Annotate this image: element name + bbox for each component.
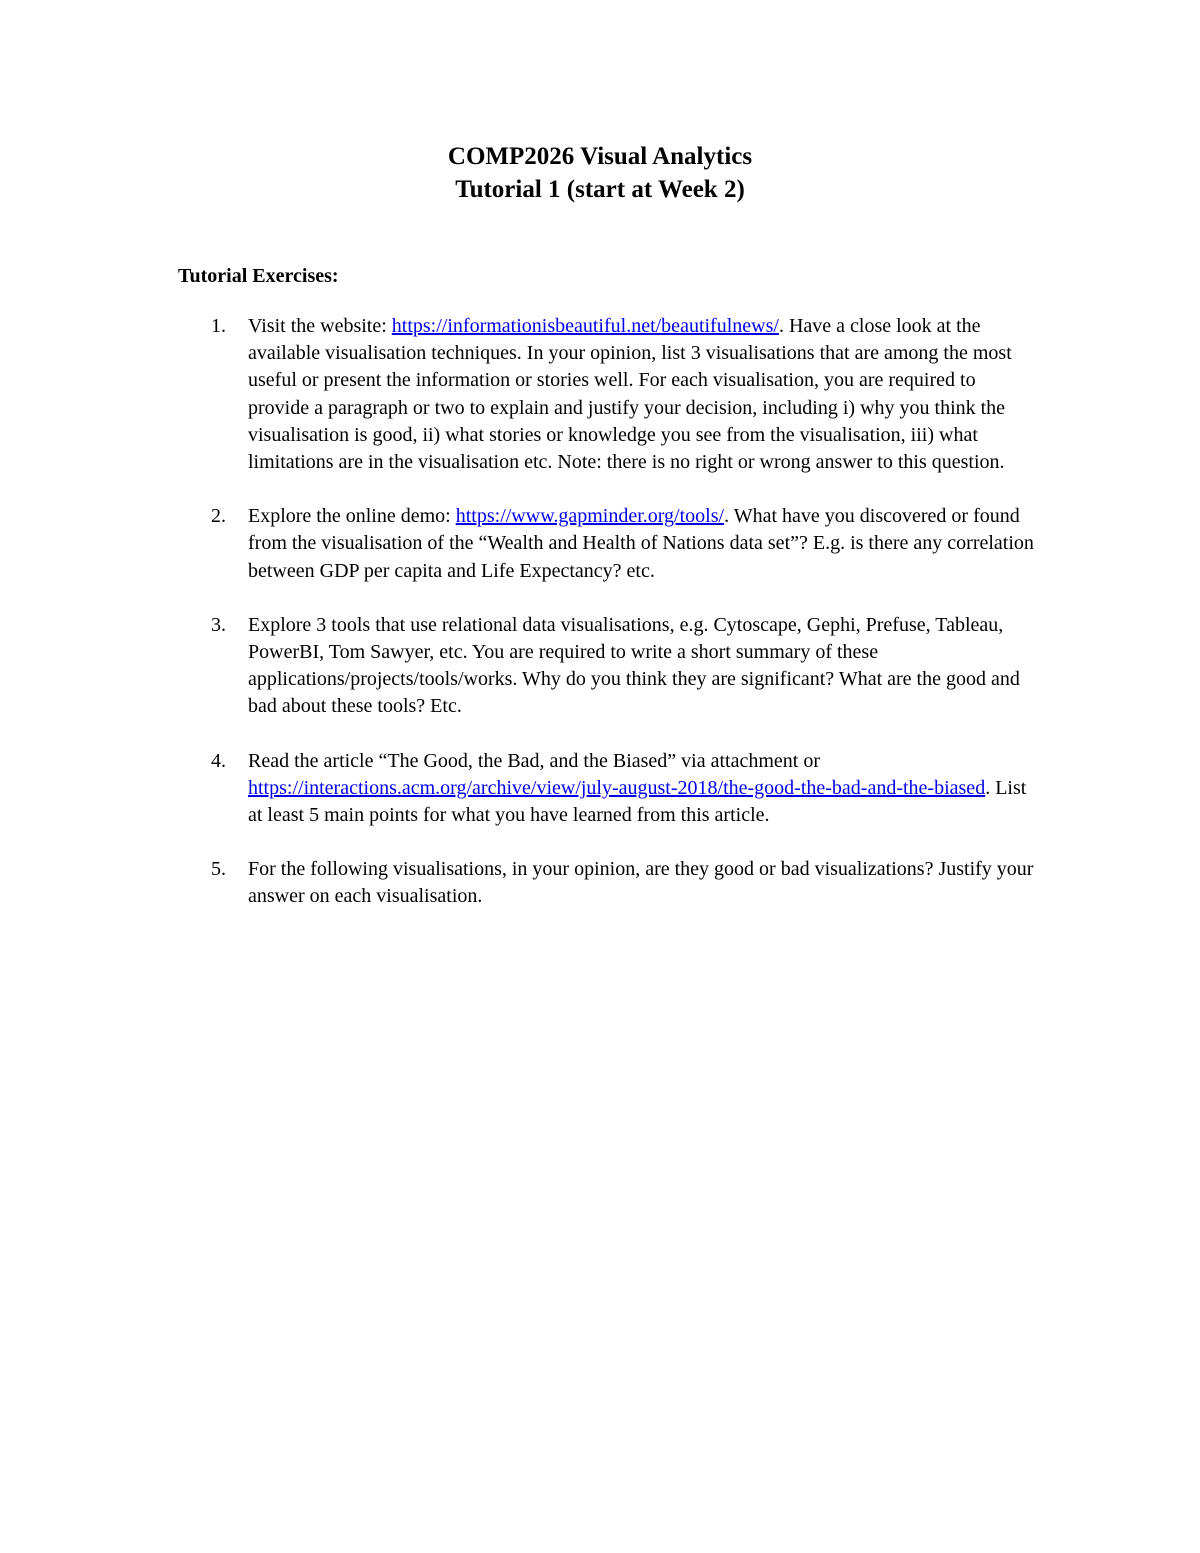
exercise-item-5	[178, 856, 1038, 910]
item-number: 4.	[211, 749, 226, 772]
gapminder-link[interactable]: https://www.gapminder.org/tools/	[455, 505, 725, 528]
exercise-list	[178, 313, 1038, 938]
course-title: COMP2026 Visual Analytics	[447, 143, 753, 170]
item-text	[248, 503, 1038, 585]
item-text-before-link: Visit the website:	[248, 315, 392, 337]
item-number: 1.	[211, 315, 226, 337]
item-number: 3.	[211, 613, 226, 636]
document-title	[0, 140, 1200, 206]
tutorial-title: Tutorial 1 (start at Week 2)	[455, 176, 745, 203]
item-text-before-link: Read the article “The Good, the Bad, and the Biased” via attachment or	[248, 749, 821, 772]
exercise-item-1	[178, 313, 1038, 476]
acm-article-link[interactable]: https://interactions.acm.org/archive/view/july-august-2018/the-good-the-bad-and-the-biased	[248, 776, 986, 799]
item-text-after-link: . List at least 5 main points for what you have learned from this article.	[248, 776, 1027, 827]
item-text	[248, 313, 1038, 476]
exercise-item-2	[178, 503, 1038, 585]
exercise-item-3	[178, 612, 1038, 721]
item-text: Explore 3 tools that use relational data visualisations, e.g. Cytoscape, Gephi, Prefuse, Tableau, PowerBI, Tom Sawyer, etc. You are required to write a short summary of these applications/projects/tools/works. Why do you think they are significant? What are the good and bad about these tools? Etc.	[248, 613, 1020, 718]
item-text	[248, 748, 1038, 830]
item-text-after-link: . What have you discovered or found from the visualisation of the “Wealth and Health of Nations data set”? E.g. is there any correlation between GDP per capita and Life Expectancy? etc.	[248, 505, 1034, 582]
item-number: 5.	[211, 858, 226, 881]
section-heading: Tutorial Exercises:	[178, 265, 339, 287]
item-text: For the following visualisations, in your opinion, are they good or bad visualizations? Justify your answer on each visualisation.	[248, 858, 1034, 908]
item-number: 2.	[211, 505, 226, 528]
beautifulnews-link[interactable]: https://informationisbeautiful.net/beautifulnews/	[391, 315, 779, 337]
item-text-after-link: . Have a close look at the available visualisation techniques. In your opinion, list 3 visualisations that are among the most useful or present the information or stories well. For each visualisation, you are required to provide a paragraph or two to explain and justify your decision, including i) why you think the visualisation is good, ii) what stories or knowledge you see from the visualisation, iii) what limitations are in the visualisation etc. Note: there is no right or wrong answer to this question.	[248, 315, 1012, 474]
item-text-before-link: Explore the online demo:	[248, 505, 456, 528]
exercise-item-4	[178, 748, 1038, 830]
